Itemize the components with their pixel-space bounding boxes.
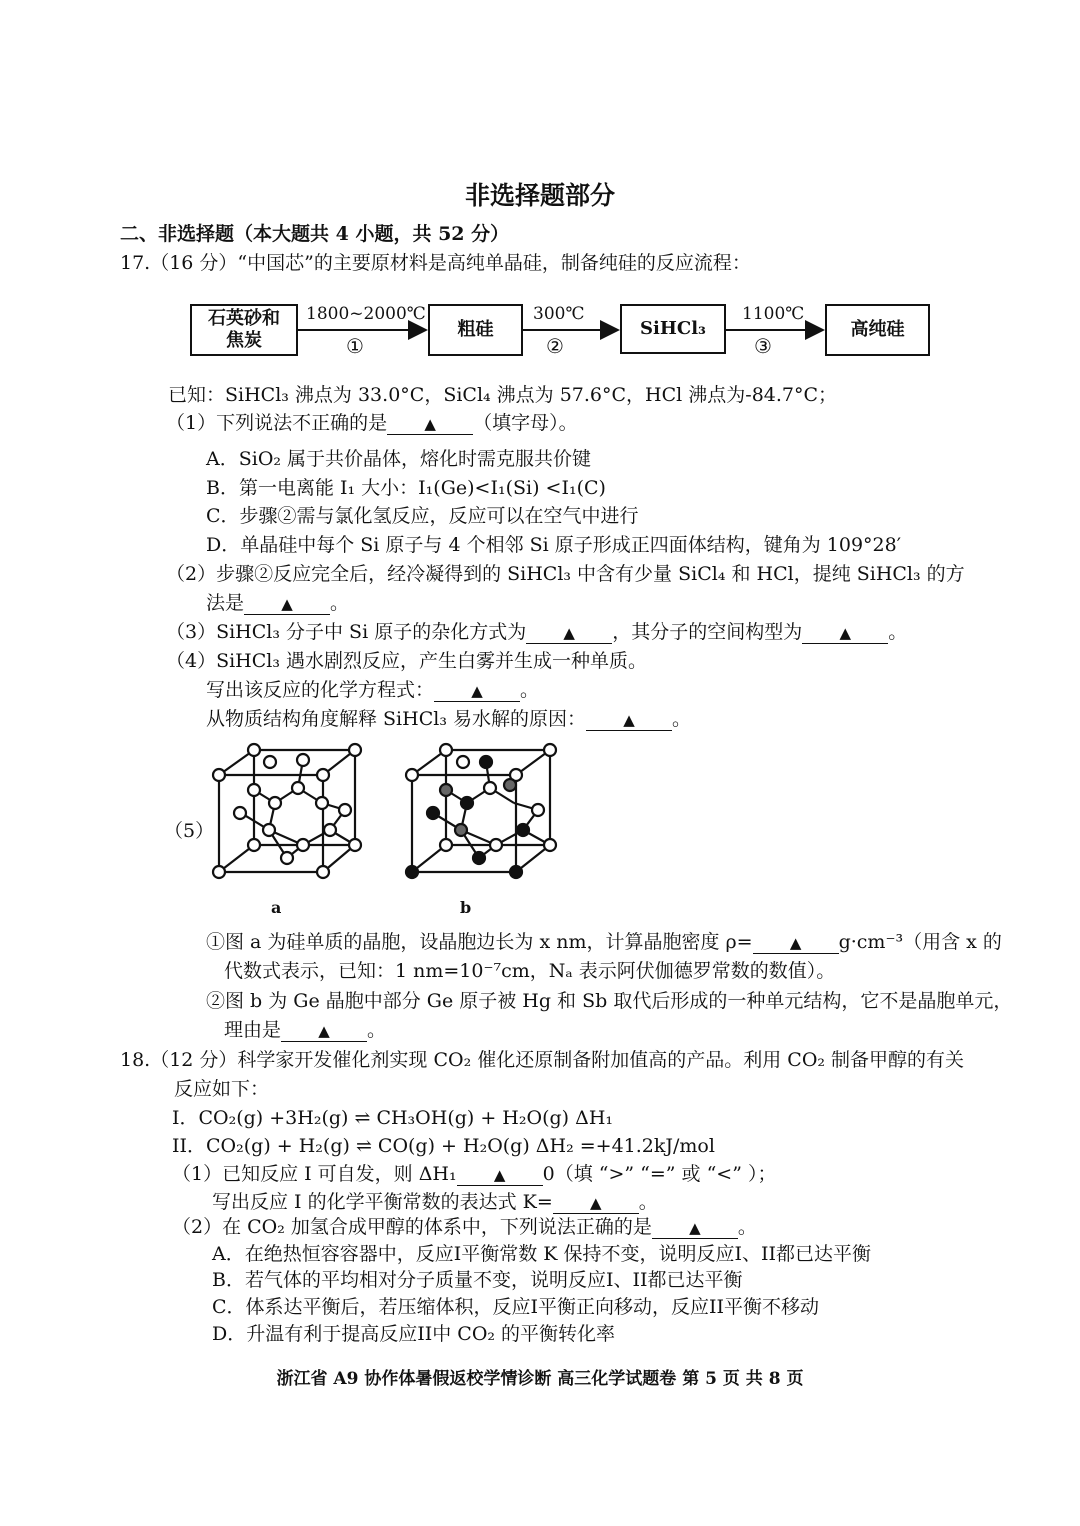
q17-part2-line1: （2）步骤②反应完全后，经冷凝得到的 SiHCl₃ 中含有少量 SiCl₄ 和 HCl，提纯 SiHCl₃ 的方 (166, 563, 965, 585)
q18-part1-line1: （1）已知反应 I 可自发，则 ΔH₁ ▲ 0（填 “>” “=” 或 “<” ）； (172, 1163, 777, 1185)
q17-part4-line3: 从物质结构角度解释 SiHCl₃ 易水解的原因： ▲ 。 (206, 708, 691, 730)
flow-box-sihcl3: SiHCl₃ (620, 304, 726, 354)
flow-condition-1: 1800~2000℃ (306, 304, 426, 324)
figure-a-label: a (271, 898, 282, 917)
q18-stem-line1: 18.（12 分）科学家开发催化剂实现 CO₂ 催化还原制备附加值高的产品。利用 CO₂ 制备甲醇的有关 (120, 1049, 965, 1071)
page-footer: 浙江省 A9 协作体暑假返校学情诊断 高三化学试题卷 第 5 页 共 8 页 (276, 1369, 804, 1389)
q17-part5-2-line2: 理由是 ▲ 。 (224, 1019, 387, 1041)
flow-condition-2: 300℃ (533, 304, 585, 324)
q17-part5-1-line1: ①图 a 为硅单质的晶胞，设晶胞边长为 x nm，计算晶胞密度 ρ= ▲ g·cm⁻³（用含 x 的 (206, 931, 1002, 953)
flow-step-1: ① (346, 334, 364, 358)
q17-part4-line2: 写出该反应的化学方程式： ▲ 。 (206, 679, 540, 701)
q17-part5-1-line2: 代数式表示，已知：1 nm=10⁻⁷cm，Nₐ 表示阿伏伽德罗常数的数值）。 (224, 960, 836, 982)
page-title: 非选择题部分 (464, 181, 615, 210)
answer-blank-18-2[interactable]: ▲ (652, 1218, 738, 1239)
answer-blank-17-3a[interactable]: ▲ (526, 623, 612, 644)
crystal-cell-a (213, 744, 361, 878)
q18-option-a: A．在绝热恒容容器中，反应I平衡常数 K 保持不变，说明反应I、II都已达平衡 (212, 1243, 872, 1265)
answer-blank-18-1b[interactable]: ▲ (553, 1193, 639, 1214)
flow-step-3: ③ (754, 334, 772, 358)
flow-arrows (0, 0, 1080, 400)
q17-part5-label: （5） (164, 820, 215, 842)
answer-blank-17-5a[interactable]: ▲ (753, 933, 839, 954)
q17-part4-line1: （4）SiHCl₃ 遇水剧烈反应，产生白雾并生成一种单质。 (166, 650, 648, 672)
q17-part1: （1）下列说法不正确的是 ▲ （填字母）。 (166, 412, 578, 434)
flow-box-pure-si: 高纯硅 (825, 304, 930, 356)
q17-option-a: A．SiO₂ 属于共价晶体，熔化时需克服共价键 (206, 448, 592, 470)
answer-blank-17-1[interactable]: ▲ (387, 414, 473, 435)
q18-part1-line2: 写出反应 I 的化学平衡常数的表达式 K= ▲ 。 (212, 1191, 658, 1213)
figure-b-label: b (460, 898, 472, 917)
answer-blank-17-3b[interactable]: ▲ (802, 623, 888, 644)
flow-step-2: ② (546, 334, 564, 358)
q17-part2-line2: 法是 ▲ 。 (206, 592, 350, 614)
crystal-cell-b (406, 744, 556, 878)
q17-option-c: C．步骤②需与氯化氢反应，反应可以在空气中进行 (206, 505, 639, 527)
answer-blank-18-1a[interactable]: ▲ (457, 1165, 543, 1186)
q17-known: 已知：SiHCl₃ 沸点为 33.0°C，SiCl₄ 沸点为 57.6°C，HCl 沸点为-84.7°C； (168, 384, 838, 406)
q17-part5-2-line1: ②图 b 为 Ge 晶胞中部分 Ge 原子被 Hg 和 Sb 取代后形成的一种单元结构，它不是晶胞单元， (206, 990, 1013, 1012)
answer-blank-17-4b[interactable]: ▲ (586, 710, 672, 731)
q17-stem: 17.（16 分）“中国芯”的主要原材料是高纯单晶硅，制备纯硅的反应流程： (120, 252, 751, 274)
section-heading: 二、非选择题（本大题共 4 小题，共 52 分） (120, 223, 510, 245)
q18-option-c: C．体系达平衡后，若压缩体积，反应I平衡正向移动，反应II平衡不移动 (212, 1296, 820, 1318)
answer-blank-17-4a[interactable]: ▲ (434, 681, 520, 702)
flow-box-raw: 石英砂和焦炭 (190, 304, 298, 356)
q18-reaction-2: II．CO₂(g) + H₂(g) ⇌ CO(g) + H₂O(g) ΔH₂ =+41.2kJ/mol (172, 1135, 715, 1157)
q17-option-d: D．单晶硅中每个 Si 原子与 4 个相邻 Si 原子形成正四面体结构，键角为 109°28′ (206, 534, 902, 556)
q17-part3: （3）SiHCl₃ 分子中 Si 原子的杂化方式为 ▲ ，其分子的空间构型为 ▲ 。 (166, 621, 908, 643)
q17-option-b: B．第一电离能 I₁ 大小：I₁(Ge)<I₁(Si) <I₁(C) (206, 477, 606, 499)
q18-stem-line2: 反应如下： (174, 1078, 270, 1100)
q18-option-d: D．升温有利于提高反应II中 CO₂ 的平衡转化率 (212, 1323, 616, 1345)
q18-option-b: B．若气体的平均相对分子质量不变，说明反应I、II都已达平衡 (212, 1269, 743, 1291)
answer-blank-17-2[interactable]: ▲ (244, 594, 330, 615)
answer-blank-17-5b[interactable]: ▲ (281, 1021, 367, 1042)
flow-condition-3: 1100℃ (742, 304, 805, 324)
q18-reaction-1: I．CO₂(g) +3H₂(g) ⇌ CH₃OH(g) + H₂O(g) ΔH₁ (172, 1107, 613, 1129)
q18-part2: （2）在 CO₂ 加氢合成甲醇的体系中，下列说法正确的是 ▲ 。 (172, 1216, 757, 1238)
flow-box-crude-si: 粗硅 (428, 304, 523, 356)
